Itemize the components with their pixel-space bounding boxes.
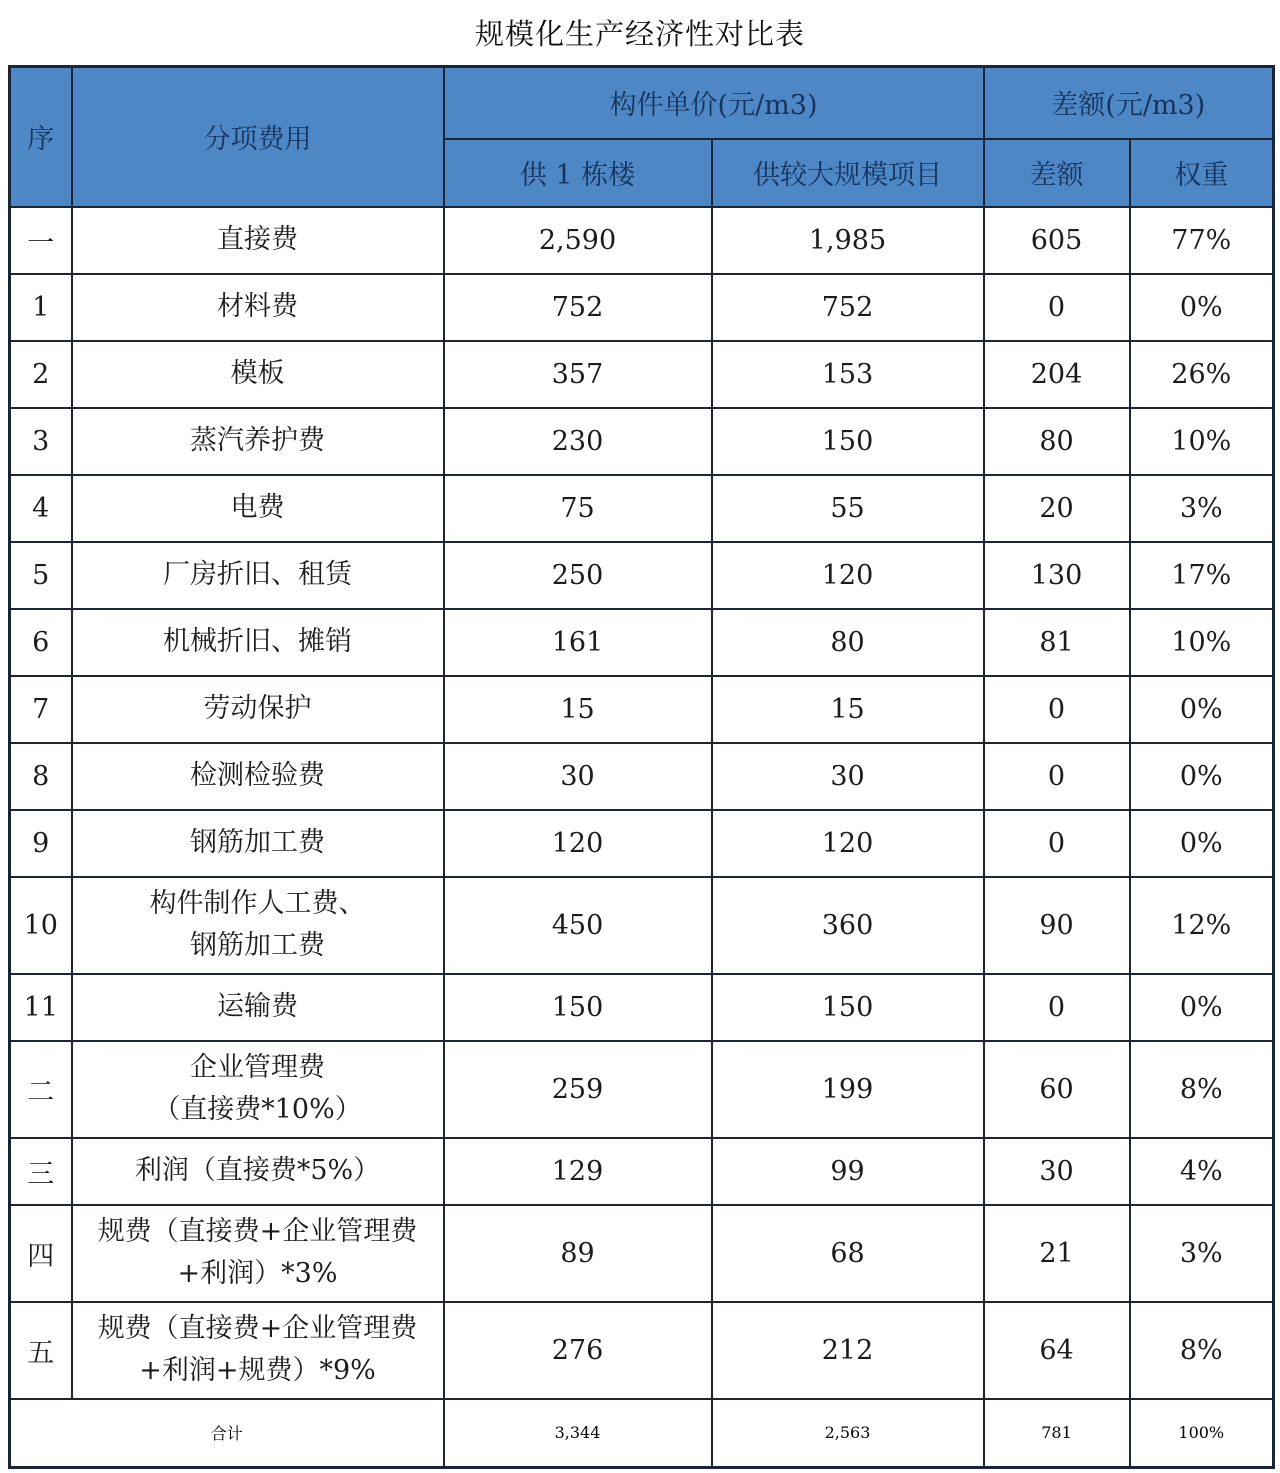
row-one-building-cell: 450 <box>444 877 712 974</box>
row-one-building-cell: 250 <box>444 542 712 609</box>
row-large-scale-cell: 212 <box>712 1302 984 1399</box>
row-large-scale-cell: 55 <box>712 475 984 542</box>
row-one-building-cell: 752 <box>444 274 712 341</box>
row-diff-cell: 0 <box>984 810 1130 877</box>
table-header <box>10 67 1274 207</box>
row-item-cell <box>72 877 444 974</box>
row-weight-cell: 0% <box>1130 743 1274 810</box>
row-large-scale-cell: 150 <box>712 408 984 475</box>
comparison-table <box>8 65 1275 1469</box>
header-group-diff: 差额(元/m3) <box>984 67 1274 139</box>
row-seq-cell: 9 <box>10 810 72 877</box>
row-large-scale-cell: 80 <box>712 609 984 676</box>
header-col-diff: 差额 <box>984 139 1130 207</box>
table-row <box>10 974 1274 1041</box>
item-line: 厂房折旧、租赁 <box>163 559 352 591</box>
item-line: （直接费*10%） <box>153 1094 362 1125</box>
row-large-scale-cell: 1,985 <box>712 207 984 274</box>
table-row <box>10 810 1274 877</box>
row-weight-cell: 4% <box>1130 1138 1274 1205</box>
row-diff-cell: 21 <box>984 1205 1130 1302</box>
item-line: +利润）*3% <box>177 1258 338 1289</box>
table-row <box>10 1302 1274 1399</box>
row-large-scale-cell: 15 <box>712 676 984 743</box>
row-weight-cell: 0% <box>1130 274 1274 341</box>
row-one-building-cell: 259 <box>444 1041 712 1138</box>
row-diff-cell: 81 <box>984 609 1130 676</box>
header-col-seq: 序 <box>10 67 72 207</box>
item-line: 利润（直接费*5%） <box>134 1155 381 1187</box>
row-diff-cell: 64 <box>984 1302 1130 1399</box>
table-row <box>10 274 1274 341</box>
table-row <box>10 609 1274 676</box>
row-item-cell <box>72 207 444 274</box>
row-large-scale-cell: 153 <box>712 341 984 408</box>
row-item-cell <box>72 1041 444 1138</box>
row-seq-cell: 7 <box>10 676 72 743</box>
row-seq-cell: 1 <box>10 274 72 341</box>
row-weight-cell: 77% <box>1130 207 1274 274</box>
row-seq-cell: 5 <box>10 542 72 609</box>
row-weight-cell: 26% <box>1130 341 1274 408</box>
header-col-one-building: 供 1 栋楼 <box>444 139 712 207</box>
row-large-scale-cell: 360 <box>712 877 984 974</box>
row-seq-cell: 2 <box>10 341 72 408</box>
row-diff-cell: 20 <box>984 475 1130 542</box>
item-line: 构件制作人工费、 <box>149 888 366 920</box>
total-row <box>10 1399 1274 1468</box>
item-line: 材料费 <box>217 291 298 323</box>
row-large-scale-cell: 120 <box>712 542 984 609</box>
row-seq-cell: 四 <box>10 1205 72 1302</box>
row-item-cell <box>72 1205 444 1302</box>
item-line: 规费（直接费+企业管理费 <box>97 1216 418 1248</box>
row-seq-cell: 一 <box>10 207 72 274</box>
row-item-cell <box>72 408 444 475</box>
total-one-building-cell: 3,344 <box>444 1399 712 1468</box>
row-large-scale-cell: 199 <box>712 1041 984 1138</box>
row-item-cell <box>72 475 444 542</box>
total-diff-cell: 781 <box>984 1399 1130 1468</box>
row-one-building-cell: 150 <box>444 974 712 1041</box>
row-item-cell <box>72 974 444 1041</box>
table-row <box>10 1138 1274 1205</box>
item-line: +利润+规费）*9% <box>139 1355 376 1386</box>
row-diff-cell: 0 <box>984 274 1130 341</box>
row-one-building-cell: 89 <box>444 1205 712 1302</box>
row-weight-cell: 0% <box>1130 974 1274 1041</box>
page-title: 规模化生产经济性对比表 <box>474 17 805 51</box>
table-row <box>10 1041 1274 1138</box>
row-weight-cell: 3% <box>1130 475 1274 542</box>
row-large-scale-cell: 68 <box>712 1205 984 1302</box>
row-one-building-cell: 75 <box>444 475 712 542</box>
row-one-building-cell: 129 <box>444 1138 712 1205</box>
row-diff-cell: 605 <box>984 207 1130 274</box>
row-diff-cell: 0 <box>984 974 1130 1041</box>
row-weight-cell: 3% <box>1130 1205 1274 1302</box>
row-weight-cell: 10% <box>1130 408 1274 475</box>
row-item-cell <box>72 1302 444 1399</box>
row-weight-cell: 12% <box>1130 877 1274 974</box>
row-one-building-cell: 276 <box>444 1302 712 1399</box>
item-line: 钢筋加工费 <box>190 827 325 859</box>
row-seq-cell: 11 <box>10 974 72 1041</box>
row-diff-cell: 204 <box>984 341 1130 408</box>
row-weight-cell: 10% <box>1130 609 1274 676</box>
row-large-scale-cell: 752 <box>712 274 984 341</box>
item-line: 企业管理费 <box>190 1052 325 1084</box>
row-diff-cell: 80 <box>984 408 1130 475</box>
row-seq-cell: 4 <box>10 475 72 542</box>
row-item-cell <box>72 341 444 408</box>
row-seq-cell: 8 <box>10 743 72 810</box>
item-line: 劳动保护 <box>203 693 312 725</box>
item-line: 机械折旧、摊销 <box>163 626 352 658</box>
total-large-scale-cell: 2,563 <box>712 1399 984 1468</box>
row-diff-cell: 0 <box>984 743 1130 810</box>
item-line: 直接费 <box>217 224 298 256</box>
row-diff-cell: 0 <box>984 676 1130 743</box>
table-row <box>10 743 1274 810</box>
row-diff-cell: 30 <box>984 1138 1130 1205</box>
row-item-cell <box>72 1138 444 1205</box>
table-footer <box>10 1399 1274 1468</box>
item-line: 模板 <box>230 358 285 390</box>
row-large-scale-cell: 120 <box>712 810 984 877</box>
table-row <box>10 341 1274 408</box>
row-large-scale-cell: 150 <box>712 974 984 1041</box>
row-one-building-cell: 120 <box>444 810 712 877</box>
row-diff-cell: 90 <box>984 877 1130 974</box>
row-one-building-cell: 30 <box>444 743 712 810</box>
total-label-cell: 合计 <box>10 1399 444 1468</box>
total-weight-cell: 100% <box>1130 1399 1274 1468</box>
row-weight-cell: 8% <box>1130 1041 1274 1138</box>
row-weight-cell: 8% <box>1130 1302 1274 1399</box>
header-col-large-scale: 供较大规模项目 <box>712 139 984 207</box>
row-item-cell <box>72 676 444 743</box>
row-item-cell <box>72 542 444 609</box>
row-diff-cell: 130 <box>984 542 1130 609</box>
row-seq-cell: 五 <box>10 1302 72 1399</box>
table-row <box>10 877 1274 974</box>
row-one-building-cell: 15 <box>444 676 712 743</box>
row-item-cell <box>72 274 444 341</box>
header-row-groups <box>10 67 1274 139</box>
row-seq-cell: 10 <box>10 877 72 974</box>
row-one-building-cell: 357 <box>444 341 712 408</box>
item-line: 电费 <box>230 492 285 524</box>
row-one-building-cell: 161 <box>444 609 712 676</box>
table-row <box>10 676 1274 743</box>
row-item-cell <box>72 743 444 810</box>
row-seq-cell: 二 <box>10 1041 72 1138</box>
row-item-cell <box>72 609 444 676</box>
table-body <box>10 207 1274 1399</box>
row-weight-cell: 17% <box>1130 542 1274 609</box>
row-diff-cell: 60 <box>984 1041 1130 1138</box>
header-group-unit-price: 构件单价(元/m3) <box>444 67 984 139</box>
row-seq-cell: 3 <box>10 408 72 475</box>
row-seq-cell: 三 <box>10 1138 72 1205</box>
row-seq-cell: 6 <box>10 609 72 676</box>
header-col-weight: 权重 <box>1130 139 1274 207</box>
table-row <box>10 475 1274 542</box>
table-row <box>10 1205 1274 1302</box>
item-line: 钢筋加工费 <box>190 930 325 961</box>
header-col-item: 分项费用 <box>72 67 444 207</box>
row-one-building-cell: 2,590 <box>444 207 712 274</box>
table-row <box>10 408 1274 475</box>
row-one-building-cell: 230 <box>444 408 712 475</box>
item-line: 检测检验费 <box>190 760 325 792</box>
item-line: 运输费 <box>217 991 298 1023</box>
item-line: 规费（直接费+企业管理费 <box>97 1313 418 1345</box>
row-weight-cell: 0% <box>1130 676 1274 743</box>
table-row <box>10 207 1274 274</box>
item-line: 蒸汽养护费 <box>190 425 325 457</box>
row-large-scale-cell: 99 <box>712 1138 984 1205</box>
row-large-scale-cell: 30 <box>712 743 984 810</box>
row-item-cell <box>72 810 444 877</box>
table-row <box>10 542 1274 609</box>
row-weight-cell: 0% <box>1130 810 1274 877</box>
